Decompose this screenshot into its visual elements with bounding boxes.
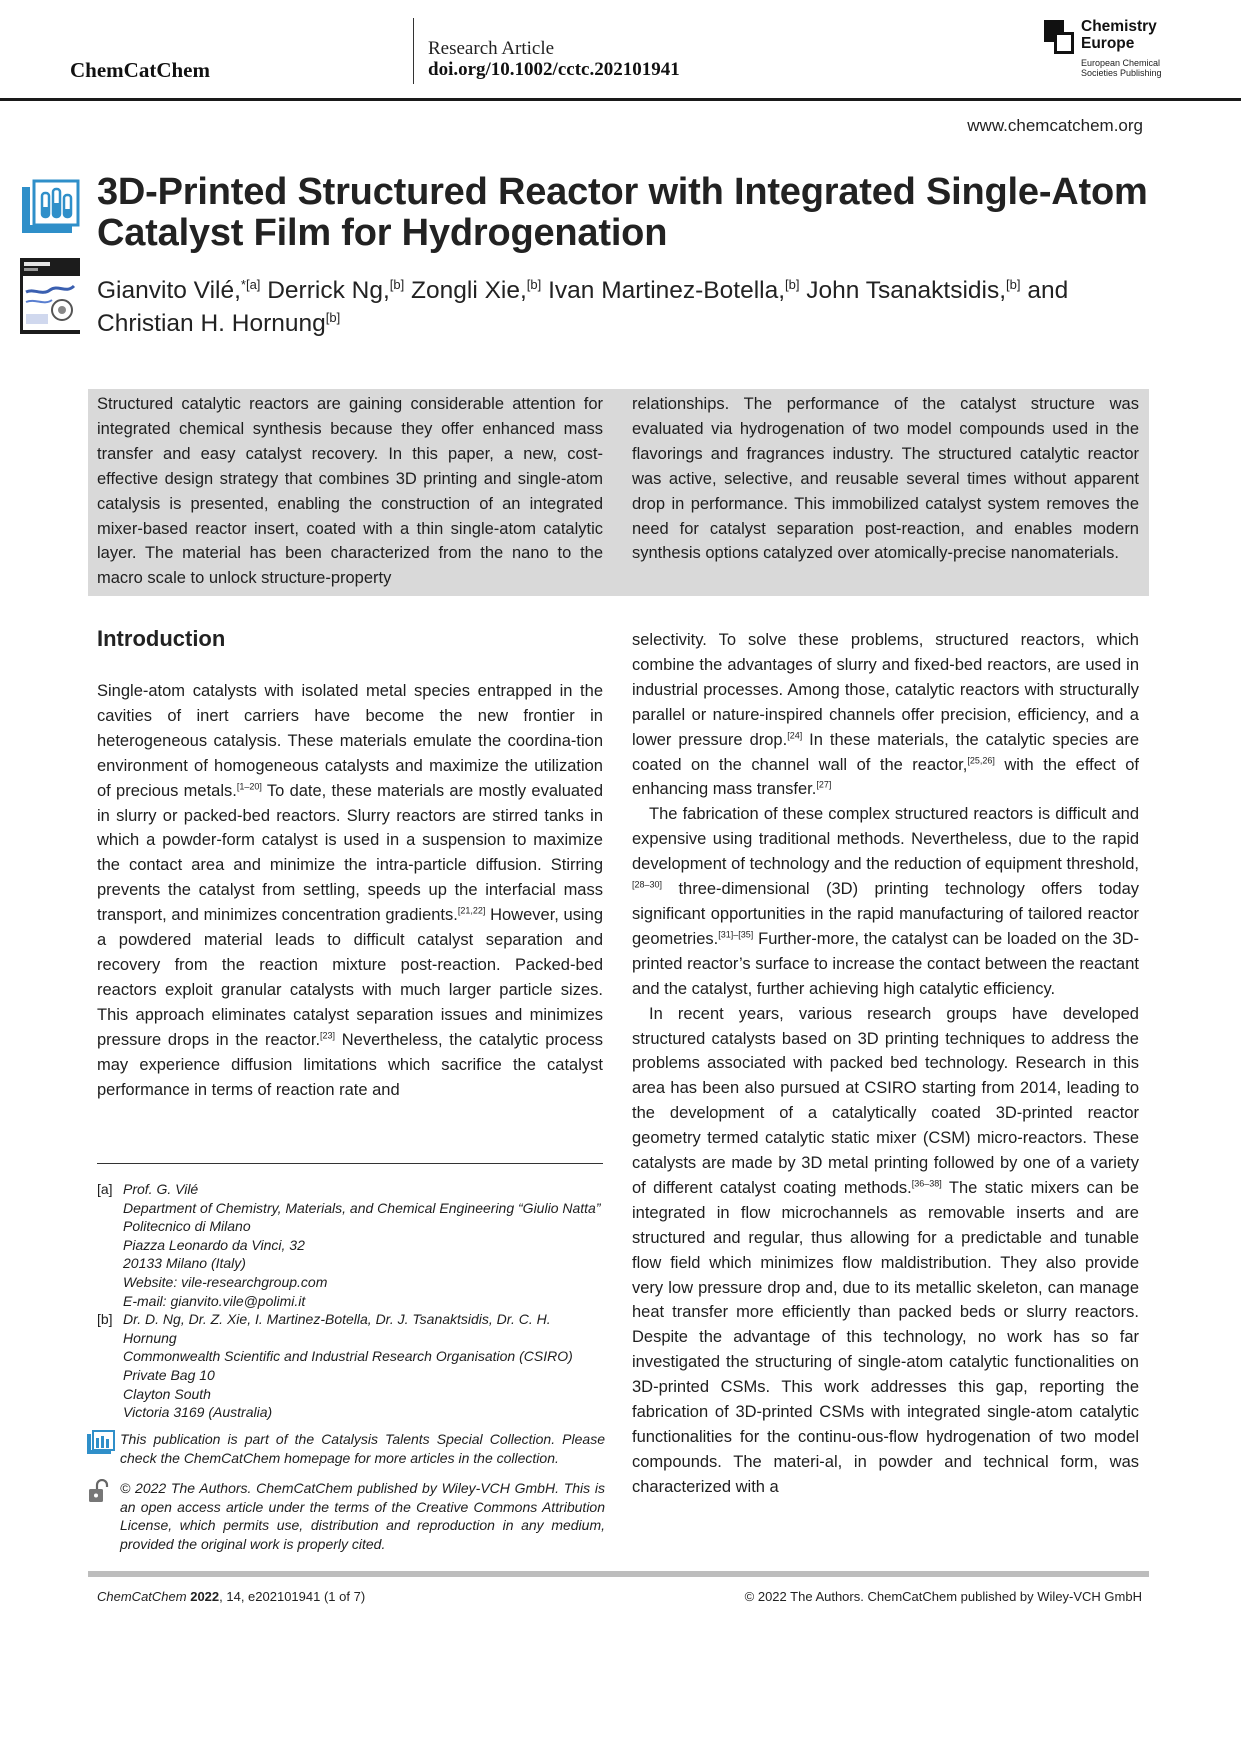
affiliation-line: 20133 Milano (Italy) bbox=[123, 1255, 246, 1272]
author-name[interactable]: Derrick Ng, bbox=[267, 277, 390, 304]
author-affiliation-mark: [b] bbox=[389, 276, 405, 292]
author-affiliation-mark: [b] bbox=[1006, 276, 1021, 292]
author-name[interactable]: and Christian H. Hornung bbox=[97, 277, 1069, 337]
affiliation-email[interactable]: E-mail: gianvito.vile@polimi.it bbox=[123, 1292, 306, 1309]
body-paragraph: Single-atom catalysts with isolated metal species entrapped in the cavities of inert carriers have become the new frontier in heterogeneous catalysis. These materials emulate the coordina-tion environment of homogeneous catalysts and maximize the utilization of precious metals.[1–20] To date, these materials are mostly evaluated in slurry or packed-bed reactors. Slurry reactors are stirred tanks in which a powder-form catalyst is used in a suspension to maximize the contact area and minimize the intra-particle diffusion. Stirring prevents the catalyst from settling, speeds up the interfacial mass transport, and minimizes concentration gradients.[21,22] However, using a powdered material leads to difficult catalyst separation and recovery from the reaction mixture post-reaction. Packed-bed reactors exploit granular catalysts with much larger particle sizes. This approach eliminates catalyst separation issues and minimizes pressure drops in the reactor.[23] Nevertheless, the catalytic process may experience diffusion limitations which sacrifice the catalyst performance in terms of reaction rate and bbox=[97, 682, 603, 1099]
author-name[interactable]: Ivan Martinez-Botella, bbox=[548, 277, 786, 304]
license-text: © 2022 The Authors. ChemCatChem published by Wiley-VCH GmbH. This is an open access article under the terms of the Creative Commons Attribution License, which permits use, distribution and reproduction in any medium, provided the original work is properly cited. bbox=[120, 1480, 605, 1552]
citation-ref[interactable]: [24] bbox=[787, 730, 803, 741]
body-paragraph: In recent years, various research groups have developed structured catalysts based on 3D printing techniques to address the problems associated with packed bed technology. Research in this area has been also pursued at CSIRO starting from 2014, leading to the development of a catalytically coated 3D-printed reactor geometry termed catalytic static mixer (CSM) micro-reactors. These catalysts are made by 3D metal printing followed by one of a variety of different catalyst coating methods.[36–38] The static mixers can be integrated in flow microchannels as removable inserts and are structured and regular, thus allowing for a predictable and tunable flow field which minimizes flow maldistribution. They also provide very low pressure drop and, due to its metallic skeleton, can manage heat transfer more efficiently than packed beds or slurry reactors. Despite the advantage of this technology, no work has so far investigated the structuring of single-atom catalytic functionalities on 3D-printed CSMs. This work addresses this gap, reporting the fabrication of 3D-printed CSMs with integrated single-atom catalytic functionalities for the continu-ous-flow hydrogenation of two model compounds. The materi-al, in powder and technical form, was characterized with a bbox=[632, 1004, 1139, 1496]
citation-ref[interactable]: [21,22] bbox=[457, 905, 486, 916]
citation-ref[interactable]: [27] bbox=[816, 779, 832, 790]
affiliation-b bbox=[97, 1310, 603, 1422]
author-affiliation-mark: *[a] bbox=[240, 276, 261, 292]
journal-cover-thumbnail-icon[interactable] bbox=[20, 258, 80, 334]
special-collection-small-icon bbox=[87, 1430, 115, 1454]
author-affiliation-mark: [b] bbox=[526, 276, 542, 292]
doi-link[interactable]: doi.org/10.1002/cctc.202101941 bbox=[428, 59, 680, 80]
affiliation-line: Private Bag 10 bbox=[123, 1366, 215, 1383]
body-paragraph: The fabrication of these complex structured reactors is difficult and expensive using traditional methods. Nevertheless, due to the rapid development of technology and the reduction of equipment threshold,[28–30] three-dimensional (3D) printing technology offers today significant opportunities in the rapid manufacturing of tailored reactor geometries.[31]–[35] Further-more, the catalyst can be loaded on the 3D-printed reactor’s surface to increase the contact between the reactant and the catalyst, further achieving high catalytic efficiency. bbox=[632, 805, 1139, 998]
section-heading-introduction: Introduction bbox=[97, 626, 226, 651]
special-collection-icon[interactable] bbox=[20, 177, 80, 237]
affiliation-line: Dr. D. Ng, Dr. Z. Xie, I. Martinez-Botella, Dr. J. Tsanaktsidis, Dr. C. H. Hornung bbox=[123, 1311, 551, 1346]
abstract-text: relationships. The performance of the catalyst structure was evaluated via hydrogenation of two model compounds used in the flavorings and fragrances industry. The structured catalytic reactor was active, selective, and reusable several times without apparent drop in performance. This immobilized catalyst system removes the need for catalyst separation post-reaction, and enables modern synthesis options catalyzed over atomically-precise nanomaterials. bbox=[632, 395, 1139, 563]
author-name[interactable]: Gianvito Vilé, bbox=[97, 277, 241, 304]
citation-ref[interactable]: [1–20] bbox=[236, 781, 262, 792]
author-name[interactable]: Zongli Xie, bbox=[411, 277, 527, 304]
footer-copyright: © 2022 The Authors. ChemCatChem published by Wiley-VCH GmbH bbox=[744, 1589, 1142, 1604]
affiliation-line: Politecnico di Milano bbox=[123, 1218, 251, 1235]
author-affiliation-mark: [b] bbox=[785, 276, 800, 292]
footer-bar bbox=[88, 1571, 1149, 1577]
citation-ref[interactable]: [31] bbox=[718, 929, 734, 940]
logo-name: Chemistry Europe bbox=[1081, 18, 1157, 52]
author-affiliation-mark: [b] bbox=[325, 309, 341, 325]
chemistry-europe-logo[interactable] bbox=[1044, 18, 1174, 82]
citation-ref[interactable]: [25,26] bbox=[967, 755, 995, 766]
header-rule bbox=[0, 98, 1241, 101]
affiliation-a bbox=[97, 1180, 603, 1310]
body-left-column bbox=[97, 679, 603, 1102]
citation-ref[interactable]: [28–30] bbox=[632, 879, 663, 890]
license-note bbox=[87, 1479, 605, 1553]
affiliation-line: Piazza Leonardo da Vinci, 32 bbox=[123, 1236, 305, 1253]
body-right-column bbox=[632, 628, 1139, 1500]
affiliation-line: Department of Chemistry, Materials, and Chemical Engineering “Giulio Natta” bbox=[123, 1199, 601, 1216]
abstract-left-column bbox=[97, 392, 603, 591]
article-title: 3D-Printed Structured Reactor with Integrated Single-Atom Catalyst Film for Hydrogenation bbox=[97, 171, 1148, 254]
affiliation-label: [a] bbox=[97, 1181, 113, 1197]
journal-name: ChemCatChem bbox=[70, 58, 210, 82]
affiliation-line: Prof. G. Vilé bbox=[123, 1181, 199, 1197]
header-separator bbox=[413, 18, 414, 84]
abstract-right-column bbox=[632, 392, 1139, 566]
special-collection-text: This publication is part of the Catalysis Talents Special Collection. Please check the ChemCatChem homepage for more articles in the collection. bbox=[120, 1431, 605, 1466]
citation-range-dash: – bbox=[733, 929, 739, 940]
author-name[interactable]: John Tsanaktsidis, bbox=[806, 277, 1007, 304]
citation-ref[interactable]: [36–38] bbox=[911, 1178, 942, 1189]
abstract-text: Structured catalytic reactors are gaining considerable attention for integrated chemical synthesis because they offer enhanced mass transfer and easy catalyst recovery. In this paper, a new, cost-effective design strategy that combines 3D printing and single-atom catalysis is presented, enabling the construction of an integrated mixer-based reactor insert, coated with a thin single-atom catalytic layer. The material has been characterized from the nano to the macro scale to unlock structure-property bbox=[97, 395, 603, 588]
affiliations bbox=[97, 1180, 603, 1422]
citation-ref[interactable]: [35] bbox=[738, 929, 754, 940]
article-type: Research Article bbox=[428, 38, 555, 59]
footnote-rule bbox=[97, 1163, 603, 1164]
affiliation-line: Clayton South bbox=[123, 1385, 211, 1402]
body-paragraph: selectivity. To solve these problems, structured reactors, which combine the advantages of slurry and fixed-bed reactors, are used in industrial processes. Among those, catalytic reactors with structurally parallel or nature-inspired channels offer precision, efficiency, and a lower pressure drop.[24] In these materials, the catalytic species are coated on the channel wall of the reactor,[25,26] with the effect of enhancing mass transfer.[27] bbox=[632, 631, 1140, 799]
open-access-icon bbox=[87, 1479, 111, 1505]
footer-citation: ChemCatChem 2022, 14, e202101941 (1 of 7) bbox=[97, 1589, 366, 1604]
author-list bbox=[97, 274, 1157, 340]
affiliation-line: Commonwealth Scientific and Industrial Research Organisation (CSIRO) bbox=[123, 1348, 573, 1365]
affiliation-line: Victoria 3169 (Australia) bbox=[123, 1404, 273, 1421]
journal-website-link[interactable]: www.chemcatchem.org bbox=[967, 116, 1143, 135]
chemistry-europe-logo-icon bbox=[1044, 20, 1074, 54]
logo-subtitle: European Chemical Societies Publishing bbox=[1081, 58, 1162, 78]
affiliation-website[interactable]: Website: vile-researchgroup.com bbox=[123, 1273, 328, 1290]
citation-ref[interactable]: [23] bbox=[320, 1030, 336, 1041]
special-collection-note bbox=[87, 1430, 605, 1467]
affiliation-label: [b] bbox=[97, 1311, 113, 1328]
